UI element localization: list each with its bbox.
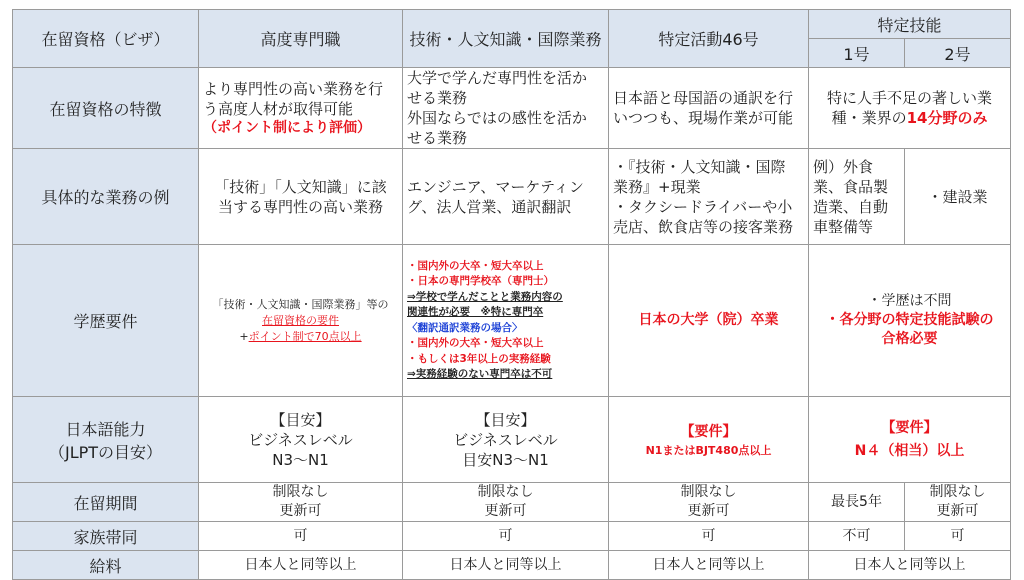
text-line: 制限なし xyxy=(680,484,737,500)
text-line: 〈翻訳通訳業務の場合〉 xyxy=(407,321,523,334)
text-line: グ、法人営業、通訳翻訳 xyxy=(407,197,572,216)
text-line: （JLPTの目安） xyxy=(48,442,163,462)
header-ss-no2: 2号 xyxy=(905,39,1011,68)
text-line: ・タクシードライバーや小 xyxy=(613,197,793,216)
row-label-family: 家族帯同 xyxy=(13,522,199,551)
text-line: 造業、自動 xyxy=(813,197,889,216)
period-highly-skilled xyxy=(199,483,403,522)
text-line: 日本語と母国語の通訳を行 xyxy=(613,89,794,107)
family-designated46: 可 xyxy=(609,522,809,551)
text-line: 例）外食 xyxy=(813,157,874,176)
row-label-features: 在留資格の特徴 xyxy=(13,68,199,149)
text-line: 更新可 xyxy=(936,503,979,519)
header-highly-skilled: 高度専門職 xyxy=(199,10,403,68)
text-line: 大学で学んだ専門性を活か xyxy=(407,69,588,87)
salary-engineer: 日本人と同等以上 xyxy=(403,551,609,580)
text-line: 更新可 xyxy=(687,503,730,519)
features-highly-skilled xyxy=(199,68,403,149)
examples-ss2: ・建設業 xyxy=(905,149,1011,245)
text-line: ・日本の専門学校卒（専門士） xyxy=(407,275,554,287)
text-line: 制限なし xyxy=(929,484,986,500)
salary-designated46: 日本人と同等以上 xyxy=(609,551,809,580)
row-label-japanese xyxy=(13,397,199,483)
education-engineer xyxy=(403,245,609,397)
text-line: 「技術」「人文知識」に該 xyxy=(214,177,387,196)
text-line: ⇒学校で学んだことと業務内容の xyxy=(407,290,563,303)
text-line: 【目安】 xyxy=(475,410,536,429)
family-ss1: 不可 xyxy=(809,522,905,551)
text-line: 日本語能力 xyxy=(65,419,146,439)
text-line: より専門性の高い業務を行 xyxy=(203,79,384,98)
text-line: う高度人材が取得可能 xyxy=(203,99,354,118)
features-specified-skilled xyxy=(809,68,1011,149)
text-line: 在留資格の要件 xyxy=(262,313,339,327)
salary-highly-skilled: 日本人と同等以上 xyxy=(199,551,403,580)
period-designated46 xyxy=(609,483,809,522)
visa-comparison-table xyxy=(12,9,1011,580)
text-line: せる業務 xyxy=(407,89,468,107)
row-label-examples: 具体的な業務の例 xyxy=(13,149,199,245)
japanese-designated46 xyxy=(609,397,809,483)
text-line: 種・業界の xyxy=(831,109,907,127)
salary-specified-skilled: 日本人と同等以上 xyxy=(809,551,1011,580)
text-line: 車整備等 xyxy=(813,217,874,236)
text-line: N3～N1 xyxy=(272,450,329,469)
text-line: せる業務 xyxy=(407,129,468,147)
plus-sign: + xyxy=(239,329,249,343)
text-line: ⇒実務経験のない専門卒は不可 xyxy=(407,368,553,380)
header-ss-no1: 1号 xyxy=(809,39,905,68)
text-line: ・もしくは3年以上の実務経験 xyxy=(407,352,551,365)
text-line: 制限なし xyxy=(272,484,329,500)
period-ss1: 最長5年 xyxy=(809,483,905,522)
education-highly-skilled xyxy=(199,245,403,397)
education-specified-skilled xyxy=(809,245,1011,397)
text-line: 業務』+現業 xyxy=(613,177,701,196)
family-engineer: 可 xyxy=(403,522,609,551)
text-line: ・国内外の大卒・短大卒以上 xyxy=(407,259,544,272)
period-engineer xyxy=(403,483,609,522)
header-visa-type: 在留資格（ビザ） xyxy=(13,10,199,68)
text-line: ビジネスレベル xyxy=(453,430,558,449)
text-line: ・学歴は不問 xyxy=(867,293,952,309)
text-line: ・国内外の大卒・短大卒以上 xyxy=(407,337,544,349)
header-specified-skilled: 特定技能 xyxy=(809,10,1011,39)
japanese-engineer xyxy=(403,397,609,483)
text-line: ビジネスレベル xyxy=(248,430,353,449)
text-line: 更新可 xyxy=(484,503,527,519)
japanese-specified-skilled xyxy=(809,397,1011,483)
text-line: 【要件】 xyxy=(680,423,737,440)
examples-ss1 xyxy=(809,149,905,245)
point-system-note: （ポイント制により評価） xyxy=(203,119,371,136)
text-line: 売店、飲食店等の接客業務 xyxy=(613,217,794,236)
text-line: 目安N3～N1 xyxy=(462,450,549,469)
text-line: 外国ならではの感性を活か xyxy=(407,109,587,127)
text-line: いつつも、現場作業が可能 xyxy=(613,109,794,127)
text-line: N1またはBJT480点以上 xyxy=(645,443,772,457)
japanese-highly-skilled xyxy=(199,397,403,483)
point-system-requirement: ポイント制で70点以上 xyxy=(248,329,362,343)
text-line: 業、食品製 xyxy=(813,177,889,196)
text-line: ・各分野の特定技能試験の xyxy=(825,312,994,328)
text-line: 当する専門性の高い業務 xyxy=(217,197,383,216)
family-highly-skilled: 可 xyxy=(199,522,403,551)
family-ss2: 可 xyxy=(905,522,1011,551)
examples-designated46 xyxy=(609,149,809,245)
features-designated46 xyxy=(609,68,809,149)
period-ss2 xyxy=(905,483,1011,522)
header-engineer: 技術・人文知識・国際業務 xyxy=(403,10,609,68)
row-label-period: 在留期間 xyxy=(13,483,199,522)
text-line: 合格必要 xyxy=(881,331,938,347)
text-line: 更新可 xyxy=(279,503,322,519)
header-designated46: 特定活動46号 xyxy=(609,10,809,68)
examples-engineer xyxy=(403,149,609,245)
text-line: N４（相当）以上 xyxy=(854,442,965,459)
text-line: 【目安】 xyxy=(270,410,331,429)
row-label-salary: 給料 xyxy=(13,551,199,580)
text-line: 【要件】 xyxy=(881,419,938,436)
row-label-education: 学歴要件 xyxy=(13,245,199,397)
text-line: ・『技術・人文知識・国際 xyxy=(613,157,786,176)
education-designated46: 日本の大学（院）卒業 xyxy=(609,245,809,397)
fourteen-fields-text: 14分野のみ xyxy=(906,109,988,127)
text-line: 制限なし xyxy=(477,484,534,500)
text-line: 関連性が必要 ※特に専門卒 xyxy=(407,306,544,318)
text-line: エンジニア、マーケティン xyxy=(407,177,584,196)
features-engineer xyxy=(403,68,609,149)
text-line: 特に人手不足の著しい業 xyxy=(827,89,993,107)
text-line: 「技術・人文知識・国際業務」等の xyxy=(212,297,389,311)
examples-highly-skilled xyxy=(199,149,403,245)
